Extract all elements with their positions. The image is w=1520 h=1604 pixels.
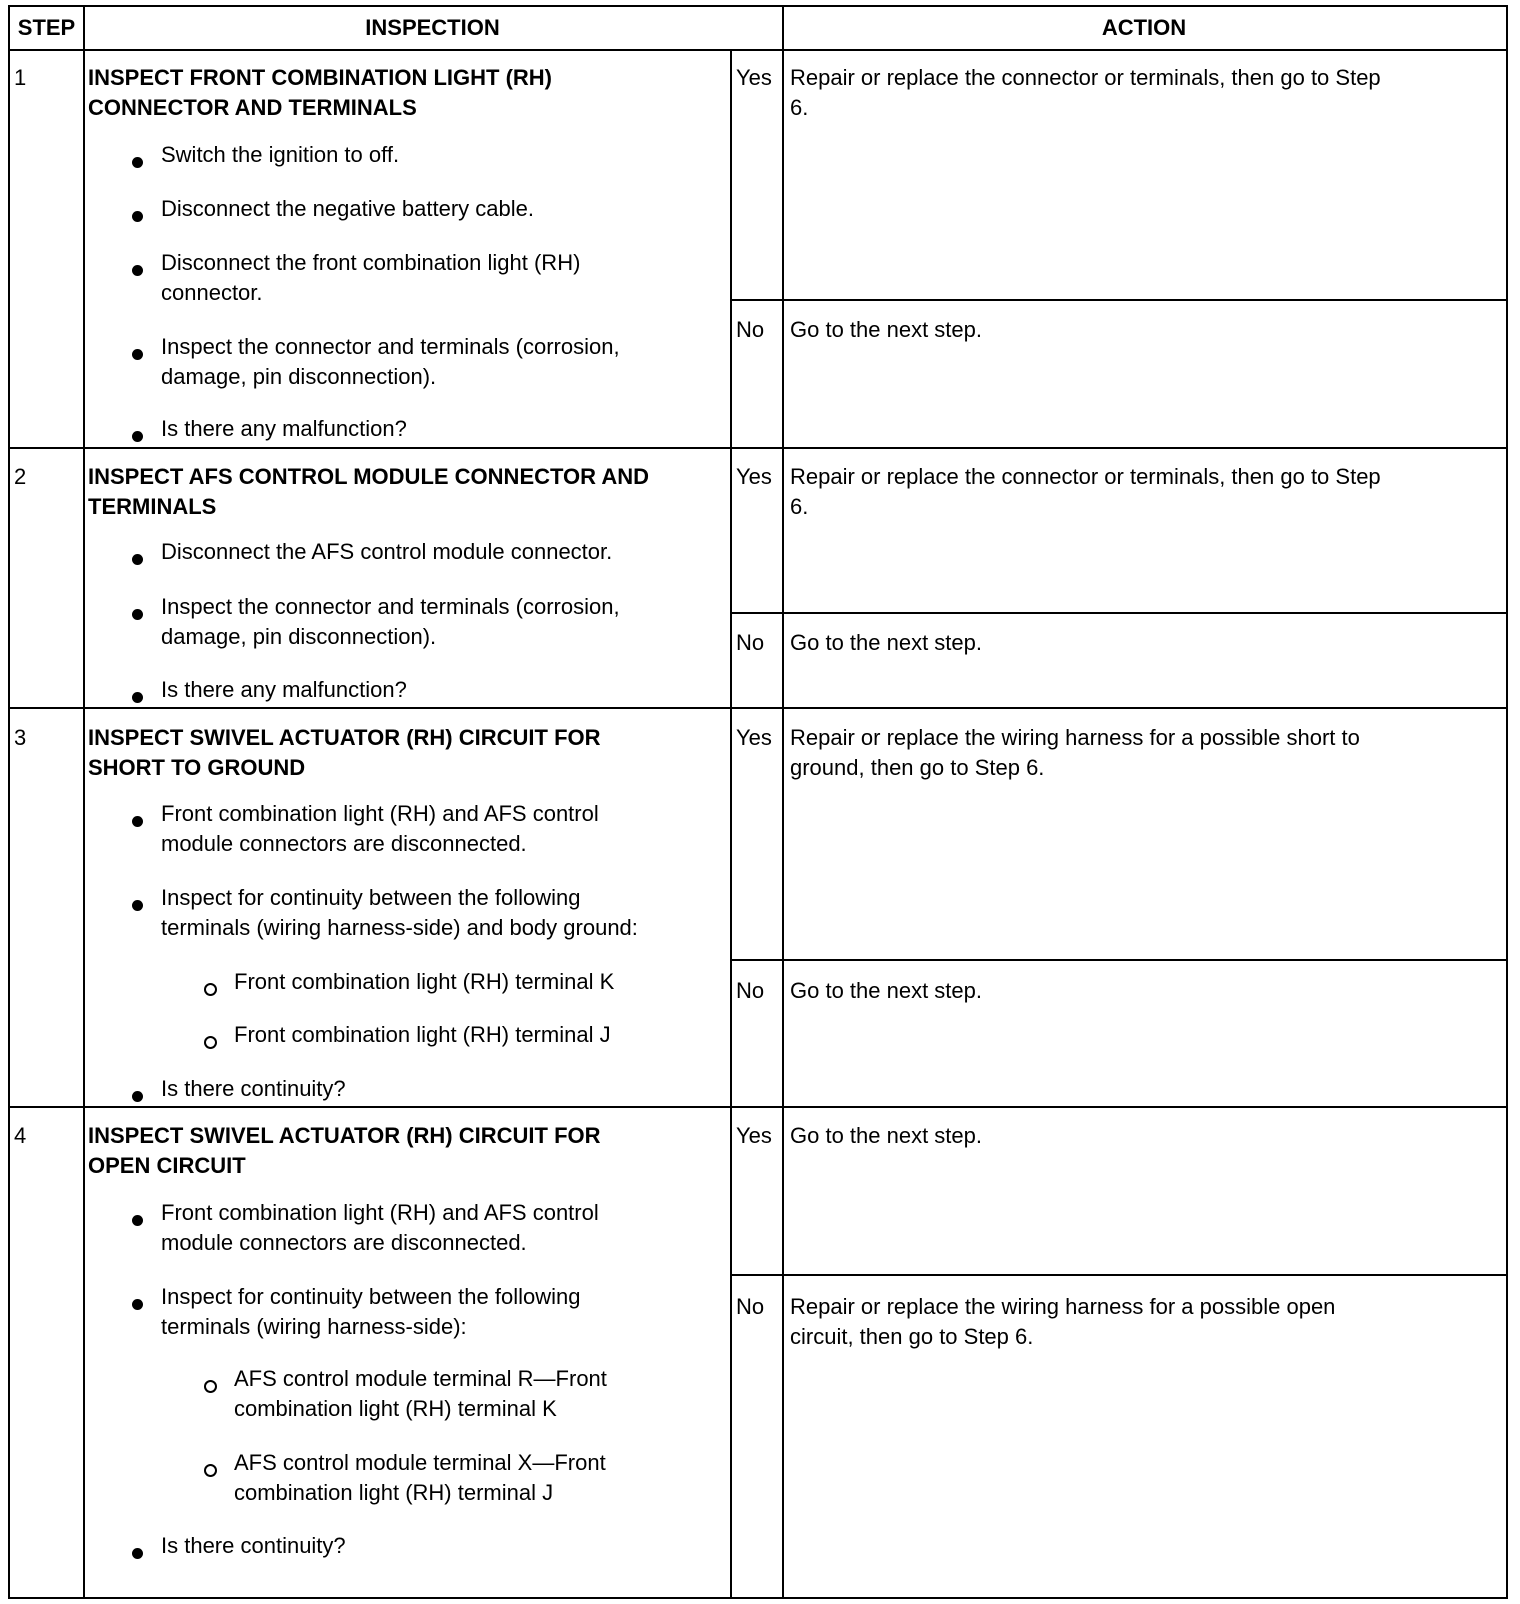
yes-label: Yes [736,1123,772,1148]
inspection-item: Switch the ignition to off. [161,142,400,167]
bullet-icon [132,1091,143,1102]
circle-bullet-icon [204,1464,217,1477]
inspection-item: damage, pin disconnection). [161,364,437,389]
inspection-item: AFS control module terminal R—Front [234,1366,607,1391]
inspection-item: module connectors are disconnected. [161,831,527,856]
inspection-item: Front combination light (RH) and AFS control [161,1200,599,1225]
inspection-item: connector. [161,280,263,305]
yes-action-text: Repair or replace the connector or terminals, then go to Step [790,464,1381,489]
no-action-text: Go to the next step. [790,630,983,655]
no-action-text: Go to the next step. [790,978,983,1003]
inspection-item: Inspect the connector and terminals (corrosion, [161,334,620,359]
step-title: INSPECT SWIVEL ACTUATOR (RH) CIRCUIT FOR [88,1123,601,1148]
step-title: OPEN CIRCUIT [88,1153,246,1178]
inspection-item: Inspect for continuity between the following [161,885,581,910]
bullet-icon [132,211,143,222]
bullet-icon [132,1548,143,1559]
step-number: 3 [14,725,27,750]
yes-label: Yes [736,464,772,489]
bullet-icon [132,157,143,168]
inspection-item: Front combination light (RH) terminal J [234,1022,611,1047]
bullet-icon [132,265,143,276]
inspection-table [8,5,1508,1599]
yes-action-text: 6. [790,95,809,120]
column-divider-action [782,7,784,1597]
step-title: INSPECT FRONT COMBINATION LIGHT (RH) [88,65,552,90]
inspection-item: damage, pin disconnection). [161,624,437,649]
no-label: No [736,978,765,1003]
bullet-icon [132,692,143,703]
inspection-item: Is there continuity? [161,1076,346,1101]
column-divider-step [83,7,85,1597]
no-label: No [736,317,765,342]
no-action-text: circuit, then go to Step 6. [790,1324,1034,1349]
circle-bullet-icon [204,983,217,996]
yes-action-text: ground, then go to Step 6. [790,755,1045,780]
inspection-item: Is there any malfunction? [161,677,407,702]
row-divider [10,447,1506,449]
no-action-text: Go to the next step. [790,317,983,342]
step-number: 2 [14,464,27,489]
yes-no-divider [730,1274,1506,1276]
yes-label: Yes [736,65,772,90]
bullet-icon [132,816,143,827]
yes-action-text: Go to the next step. [790,1123,983,1148]
bullet-icon [132,554,143,565]
step-title: TERMINALS [88,494,217,519]
yes-label: Yes [736,725,772,750]
inspection-item: terminals (wiring harness-side): [161,1314,467,1339]
inspection-item: combination light (RH) terminal J [234,1480,554,1505]
header-action: ACTION [1101,15,1187,40]
circle-bullet-icon [204,1380,217,1393]
inspection-item: Front combination light (RH) and AFS control [161,801,599,826]
inspection-item: Front combination light (RH) terminal K [234,969,615,994]
bullet-icon [132,1299,143,1310]
yes-action-text: 6. [790,494,809,519]
step-number: 4 [14,1123,27,1148]
bullet-icon [132,349,143,360]
inspection-item: Is there any malfunction? [161,416,407,441]
column-divider-yesno [730,49,732,1597]
step-title: INSPECT SWIVEL ACTUATOR (RH) CIRCUIT FOR [88,725,601,750]
header-divider [10,49,1506,51]
inspection-item: AFS control module terminal X—Front [234,1450,606,1475]
bullet-icon [132,900,143,911]
bullet-icon [132,609,143,620]
no-label: No [736,1294,765,1319]
bullet-icon [132,431,143,442]
header-inspection: INSPECTION [365,15,500,40]
inspection-item: Disconnect the AFS control module connector. [161,539,613,564]
step-number: 1 [14,65,27,90]
step-title: INSPECT AFS CONTROL MODULE CONNECTOR AND [88,464,650,489]
inspection-item: terminals (wiring harness-side) and body ground: [161,915,638,940]
step-title: CONNECTOR AND TERMINALS [88,95,417,120]
yes-action-text: Repair or replace the wiring harness for a possible short to [790,725,1360,750]
yes-action-text: Repair or replace the connector or terminals, then go to Step [790,65,1381,90]
inspection-item: Disconnect the front combination light (RH) [161,250,581,275]
inspection-item: module connectors are disconnected. [161,1230,527,1255]
inspection-item: Disconnect the negative battery cable. [161,196,535,221]
bullet-icon [132,1215,143,1226]
yes-no-divider [730,959,1506,961]
yes-no-divider [730,612,1506,614]
circle-bullet-icon [204,1036,217,1049]
row-divider [10,1106,1506,1108]
inspection-item: Inspect the connector and terminals (corrosion, [161,594,620,619]
inspection-item: Inspect for continuity between the following [161,1284,581,1309]
no-action-text: Repair or replace the wiring harness for a possible open [790,1294,1336,1319]
yes-no-divider [730,299,1506,301]
inspection-item: Is there continuity? [161,1533,346,1558]
row-divider [10,707,1506,709]
no-label: No [736,630,765,655]
header-step: STEP [17,15,76,40]
inspection-item: combination light (RH) terminal K [234,1396,557,1421]
step-title: SHORT TO GROUND [88,755,306,780]
